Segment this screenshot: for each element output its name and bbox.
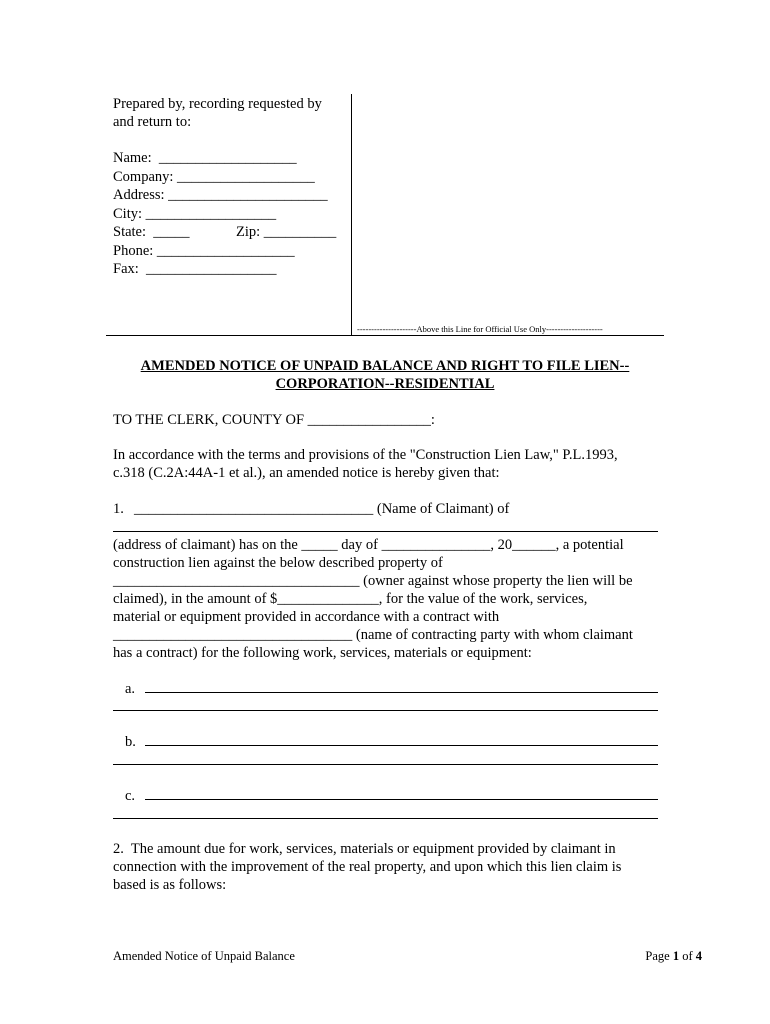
to-clerk-line[interactable]: TO THE CLERK, COUNTY OF _________________: xyxy=(113,412,435,428)
page-prefix: Page xyxy=(645,949,673,963)
official-use-line xyxy=(106,335,664,336)
document-title-line-1: AMENDED NOTICE OF UNPAID BALANCE AND RIGHT TO FILE LIEN-- xyxy=(140,358,630,374)
footer-document-name: Amended Notice of Unpaid Balance xyxy=(113,949,295,963)
intro-line-1: In accordance with the terms and provisions of the "Construction Lien Law," P.L.1993, xyxy=(113,447,618,463)
paragraph-1-line-2[interactable]: (address of claimant) has on the _____ day of _______________, 20______, a potential xyxy=(113,537,624,553)
contracting-party-field-line[interactable]: _________________________________ (name of contracting party with whom claimant xyxy=(113,627,633,643)
intro-line-2: c.318 (C.2A:44A-1 et al.), an amended notice is hereby given that: xyxy=(113,465,500,481)
item-c-line-1[interactable] xyxy=(145,799,658,800)
amount-field-line[interactable]: claimed), in the amount of $______________, for the value of the work, services, xyxy=(113,591,588,607)
header-vertical-divider xyxy=(351,94,352,335)
paragraph-2-line-1: 2. The amount due for work, services, materials or equipment provided by claimant in xyxy=(113,841,616,857)
item-a-label: a. xyxy=(125,681,136,697)
document-title-line-2: CORPORATION--RESIDENTIAL xyxy=(275,376,495,392)
state-field[interactable]: State: _____ xyxy=(113,224,190,240)
address-field[interactable]: Address: ______________________ xyxy=(113,187,328,203)
owner-field-line[interactable]: __________________________________ (owner against whose property the lien will be xyxy=(113,573,633,589)
paragraph-1-line-8: has a contract) for the following work, services, materials or equipment: xyxy=(113,645,532,661)
item-b-line-1[interactable] xyxy=(145,745,658,746)
page-of: of xyxy=(679,949,696,963)
paragraph-1-number: 1. xyxy=(113,501,124,517)
item-b-line-2[interactable] xyxy=(113,764,658,765)
prepared-by-line-2: and return to: xyxy=(113,114,192,130)
phone-field[interactable]: Phone: ___________________ xyxy=(113,243,295,259)
company-field[interactable]: Company: ___________________ xyxy=(113,169,315,185)
item-a-line-1[interactable] xyxy=(145,692,658,693)
page-total: 4 xyxy=(695,949,702,963)
city-field[interactable]: City: __________________ xyxy=(113,206,277,222)
item-a-line-2[interactable] xyxy=(113,710,658,711)
claimant-address-line[interactable] xyxy=(113,531,658,532)
paragraph-2-line-2: connection with the improvement of the real property, and upon which this lien claim is xyxy=(113,859,622,875)
page-indicator xyxy=(645,949,702,964)
page-current: 1 xyxy=(672,949,680,963)
paragraph-1-line-6: material or equipment provided in accordance with a contract with xyxy=(113,609,500,625)
name-field[interactable]: Name: ___________________ xyxy=(113,150,297,166)
paragraph-2-line-3: based is as follows: xyxy=(113,877,227,893)
item-c-line-2[interactable] xyxy=(113,818,658,819)
claimant-name-field[interactable]: _________________________________ (Name of Claimant) of xyxy=(134,501,510,517)
item-b-label: b. xyxy=(125,734,136,750)
prepared-by-line-1: Prepared by, recording requested by xyxy=(113,96,322,112)
fax-field[interactable]: Fax: __________________ xyxy=(113,261,277,277)
zip-field[interactable]: Zip: __________ xyxy=(236,224,337,240)
paragraph-1-line-3: construction lien against the below described property of xyxy=(113,555,443,571)
official-use-label: ---------------------Above this Line for Official Use Only-------------------- xyxy=(357,324,603,334)
item-c-label: c. xyxy=(125,788,136,804)
